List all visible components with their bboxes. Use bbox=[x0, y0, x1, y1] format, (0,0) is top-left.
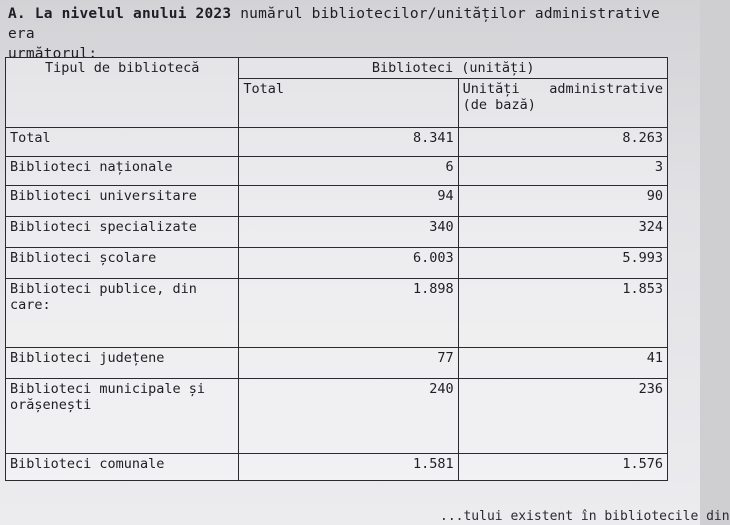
table-row bbox=[6, 217, 668, 248]
table-row bbox=[6, 454, 668, 481]
row-label: Biblioteci județene bbox=[6, 348, 239, 379]
total-cell: 340 bbox=[239, 217, 458, 248]
total-cell: 1.898 bbox=[239, 279, 458, 348]
total-cell: 6 bbox=[239, 157, 458, 186]
total-cell: 77 bbox=[239, 348, 458, 379]
row-label: Biblioteci naționale bbox=[6, 157, 239, 186]
admin-cell: 90 bbox=[458, 186, 667, 217]
total-cell: 1.581 bbox=[239, 454, 458, 481]
col-header-admin-units: Unități administrative (de bază) bbox=[458, 79, 667, 128]
table-row bbox=[6, 248, 668, 279]
heading-bold-text: La nivelul anului 2023 bbox=[34, 6, 232, 22]
row-label: Biblioteci comunale bbox=[6, 454, 239, 481]
admin-cell: 1.576 bbox=[458, 454, 667, 481]
row-label: Biblioteci municipale și orășenești bbox=[6, 379, 239, 454]
col-header-libraries: Biblioteci (unități) bbox=[239, 58, 668, 79]
table-row bbox=[6, 128, 668, 157]
total-cell: 8.341 bbox=[239, 128, 458, 157]
admin-cell: 1.853 bbox=[458, 279, 667, 348]
row-label: Biblioteci universitare bbox=[6, 186, 239, 217]
total-cell: 94 bbox=[239, 186, 458, 217]
admin-cell: 236 bbox=[458, 379, 667, 454]
section-label: A. bbox=[8, 6, 26, 22]
table-row bbox=[6, 348, 668, 379]
table-row bbox=[6, 186, 668, 217]
admin-cell: 8.263 bbox=[458, 128, 667, 157]
table-row bbox=[6, 279, 668, 348]
row-label: Biblioteci școlare bbox=[6, 248, 239, 279]
admin-cell: 41 bbox=[458, 348, 667, 379]
libraries-table bbox=[5, 57, 668, 481]
total-cell: 240 bbox=[239, 379, 458, 454]
row-label: Biblioteci publice, din care: bbox=[6, 279, 239, 348]
header-row-1 bbox=[6, 58, 668, 79]
col-header-total: Total bbox=[239, 79, 458, 128]
table-row bbox=[6, 157, 668, 186]
admin-cell: 3 bbox=[458, 157, 667, 186]
admin-cell: 5.993 bbox=[458, 248, 667, 279]
admin-cell: 324 bbox=[458, 217, 667, 248]
section-heading bbox=[8, 4, 692, 64]
col-header-type: Tipul de bibliotecă bbox=[6, 58, 239, 128]
heading-line2: următorul: bbox=[8, 46, 98, 62]
next-paragraph-fragment: ...tului existent în bibliotecile din bbox=[440, 509, 730, 524]
total-cell: 6.003 bbox=[239, 248, 458, 279]
heading-rest-text: numărul bibliotecilor/unităților administrative era bbox=[8, 6, 660, 42]
table-row bbox=[6, 379, 668, 454]
row-label: Biblioteci specializate bbox=[6, 217, 239, 248]
row-label: Total bbox=[6, 128, 239, 157]
